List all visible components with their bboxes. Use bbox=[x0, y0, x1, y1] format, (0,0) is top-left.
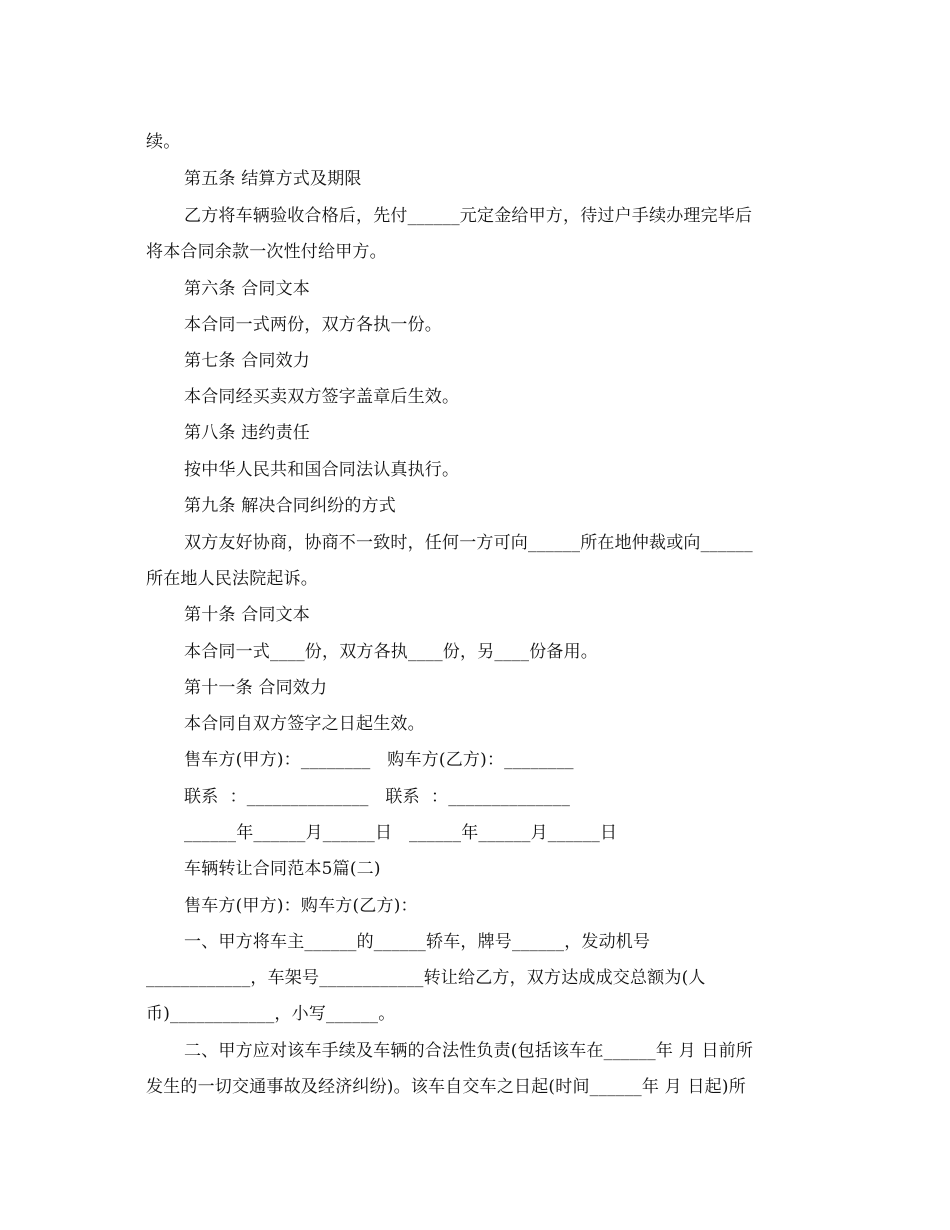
text-line: 币)____________，小写______。 bbox=[146, 1004, 396, 1024]
signature-contact-line: 联系 ：______________ 联系 ：______________ bbox=[184, 787, 571, 807]
text-line: 二、甲方应对该车手续及车辆的合法性负责(包括该车在______年 月 日前所 bbox=[184, 1041, 754, 1061]
text-line: 乙方将车辆验收合格后，先付______元定金给甲方，待过户手续办理完毕后 bbox=[184, 206, 753, 226]
signature-date-line: ______年______月______日 ______年______月______日 bbox=[184, 823, 618, 843]
clause-heading: 第八条 违约责任 bbox=[184, 423, 311, 443]
text-line: 本合同经买卖双方签字盖章后生效。 bbox=[184, 387, 460, 407]
text-line: 本合同一式两份，双方各执一份。 bbox=[184, 315, 442, 335]
text-line: 发生的一切交通事故及经济纠纷)。该车自交车之日起(时间______年 月 日起)所 bbox=[146, 1077, 746, 1097]
section-title: 车辆转让合同范本5篇(二) bbox=[184, 859, 381, 879]
text-line: 本合同自双方签字之日起生效。 bbox=[184, 714, 425, 734]
text-line: 按中华人民共和国合同法认真执行。 bbox=[184, 460, 460, 480]
signature-parties-line: 售车方(甲方)：________ 购车方(乙方)：________ bbox=[184, 750, 574, 770]
text-line: 售车方(甲方)：购车方(乙方)： bbox=[184, 896, 418, 916]
text-line: 将本合同余款一次性付给甲方。 bbox=[146, 242, 387, 262]
clause-heading: 第七条 合同效力 bbox=[184, 351, 311, 371]
text-line: 所在地人民法院起诉。 bbox=[146, 569, 318, 589]
text-line: ____________，车架号____________转让给乙方，双方达成成交总额为(人 bbox=[146, 968, 706, 988]
clause-heading: 第十一条 合同效力 bbox=[184, 678, 328, 698]
clause-heading: 第九条 解决合同纠纷的方式 bbox=[184, 496, 397, 516]
clause-heading: 第五条 结算方式及期限 bbox=[184, 169, 362, 189]
text-line: 本合同一式____份，双方各执____份，另____份备用。 bbox=[184, 642, 598, 662]
text-line: 续。 bbox=[146, 132, 181, 152]
text-line: 双方友好协商，协商不一致时，任何一方可向______所在地仲裁或向______ bbox=[184, 533, 753, 553]
clause-heading: 第六条 合同文本 bbox=[184, 279, 311, 299]
text-line: 一、甲方将车主______的______轿车，牌号______，发动机号 bbox=[184, 932, 651, 952]
clause-heading: 第十条 合同文本 bbox=[184, 605, 311, 625]
